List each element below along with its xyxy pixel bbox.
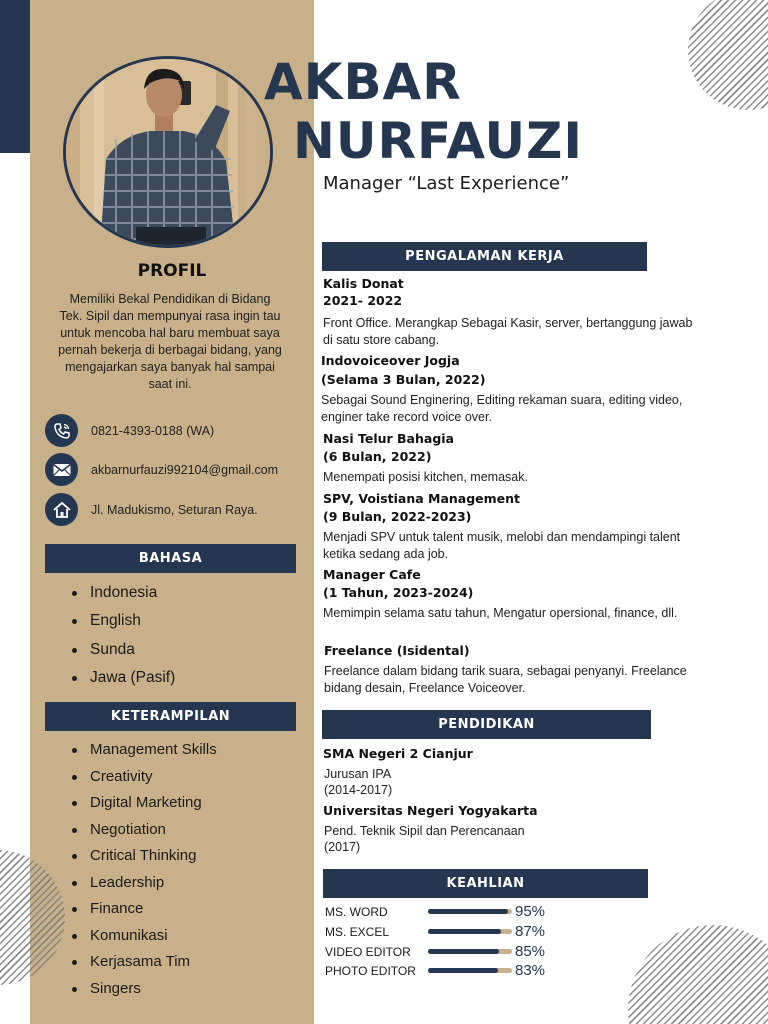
mail-icon <box>45 453 78 486</box>
expertise-row <box>325 962 545 979</box>
contact-address[interactable] <box>45 493 258 526</box>
expertise-bar <box>428 909 512 914</box>
expertise-heading: KEAHLIAN <box>323 869 648 898</box>
job-period: (Selama 3 Bulan, 2022) <box>321 372 486 387</box>
contact-phone[interactable] <box>45 414 214 447</box>
last-name: NURFAUZI <box>293 112 583 170</box>
job-title: Manager Cafe <box>323 567 421 582</box>
expertise-name: PHOTO EDITOR <box>325 963 416 978</box>
job-period: (6 Bulan, 2022) <box>323 449 432 464</box>
list-item: Digital Marketing <box>72 790 217 817</box>
expertise-bar <box>428 949 512 954</box>
list-item: Management Skills <box>72 737 217 764</box>
profile-photo-illustration <box>66 59 273 248</box>
phone-icon <box>45 414 78 447</box>
list-item: Finance <box>72 896 217 923</box>
expertise-percent: 83% <box>515 962 546 979</box>
expertise-bar-fill <box>428 929 501 934</box>
expertise-name: MS. EXCEL <box>325 924 390 939</box>
school-major: Pend. Teknik Sipil dan Perencanaan <box>324 824 525 838</box>
job-title: Nasi Telur Bahagia <box>323 431 454 446</box>
school-years: (2014-2017) <box>324 783 393 797</box>
job-period: 2021- 2022 <box>323 293 403 308</box>
job-subtitle: Manager “Last Experience” <box>323 173 570 194</box>
education-heading: PENDIDIKAN <box>322 710 651 739</box>
hatched-circle-decoration <box>688 0 768 110</box>
profile-photo <box>63 56 273 248</box>
list-item: Leadership <box>72 870 217 897</box>
job-title: Freelance (Isidental) <box>324 643 470 658</box>
profile-summary: Memiliki Bekal Pendidikan di Bidang Tek. Sipil dan mempunyai rasa ingin tau untuk mencoba hal baru membuat saya pernah bekerja di berbagai bidang, yang mengajarkan saya banyak hal sampai saat ini. <box>58 292 282 391</box>
home-address: Jl. Madukismo, Seturan Raya. <box>91 502 258 517</box>
list-item: Sunda <box>72 636 175 664</box>
school-major: Jurusan IPA <box>324 767 392 781</box>
skills-list <box>72 737 217 1002</box>
job-title: Indovoiceover Jogja <box>321 353 460 368</box>
list-item: Komunikasi <box>72 923 217 950</box>
list-item: Singers <box>72 976 217 1003</box>
profile-heading: PROFIL <box>137 261 207 281</box>
expertise-bar-fill <box>428 909 508 914</box>
job-description: Menempati posisi kitchen, memasak. <box>323 470 528 484</box>
job-period: (9 Bulan, 2022-2023) <box>323 509 472 524</box>
expertise-percent: 87% <box>515 923 546 940</box>
list-item: Negotiation <box>72 817 217 844</box>
job-description: Freelance dalam bidang tarik suara, sebagai penyanyi. Freelance bidang desain, Freelance Voiceover. <box>324 664 687 695</box>
language-list <box>72 579 175 692</box>
school-years: (2017) <box>324 840 361 854</box>
school-name: SMA Negeri 2 Cianjur <box>323 746 473 761</box>
skills-heading: KETERAMPILAN <box>45 702 296 731</box>
job-description: Menjadi SPV untuk talent musik, melobi dan mendampingi talent ketika sedang ada job. <box>323 530 681 561</box>
list-item: Indonesia <box>72 579 175 607</box>
expertise-row <box>325 923 545 940</box>
contact-email[interactable] <box>45 453 278 486</box>
job-period: (1 Tahun, 2023-2024) <box>323 585 474 600</box>
list-item: Creativity <box>72 764 217 791</box>
expertise-name: MS. WORD <box>325 904 388 919</box>
expertise-bar-fill <box>428 968 498 973</box>
expertise-row <box>325 903 545 920</box>
expertise-percent: 85% <box>515 943 546 960</box>
experience-heading: PENGALAMAN KERJA <box>322 242 647 271</box>
first-name: AKBAR <box>264 53 462 111</box>
home-icon <box>45 493 78 526</box>
list-item: Critical Thinking <box>72 843 217 870</box>
email-address: akbarnurfauzi992104@gmail.com <box>91 462 279 477</box>
expertise-percent: 95% <box>515 903 546 920</box>
expertise-bar <box>428 929 512 934</box>
expertise-bar <box>428 968 512 973</box>
school-name: Universitas Negeri Yogyakarta <box>323 803 538 818</box>
job-title: Kalis Donat <box>323 276 404 291</box>
hatched-circle-decoration <box>628 925 768 1024</box>
job-description: Front Office. Merangkap Sebagai Kasir, server, bertanggung jawab di satu store cabang. <box>323 316 693 347</box>
languages-heading: BAHASA <box>45 544 296 573</box>
expertise-row <box>325 943 545 960</box>
job-title: SPV, Voistiana Management <box>323 491 521 506</box>
expertise-bar-fill <box>428 949 499 954</box>
list-item: English <box>72 607 175 635</box>
job-description: Memimpin selama satu tahun, Mengatur opersional, finance, dll. <box>323 606 678 620</box>
list-item: Jawa (Pasif) <box>72 664 175 692</box>
list-item: Kerjasama Tim <box>72 949 217 976</box>
job-description: Sebagai Sound Enginering, Editing rekaman suara, editing video, enginer take record voice over. <box>321 393 683 424</box>
phone-number: 0821-4393-0188 (WA) <box>91 423 215 438</box>
expertise-name: VIDEO EDITOR <box>325 944 411 959</box>
